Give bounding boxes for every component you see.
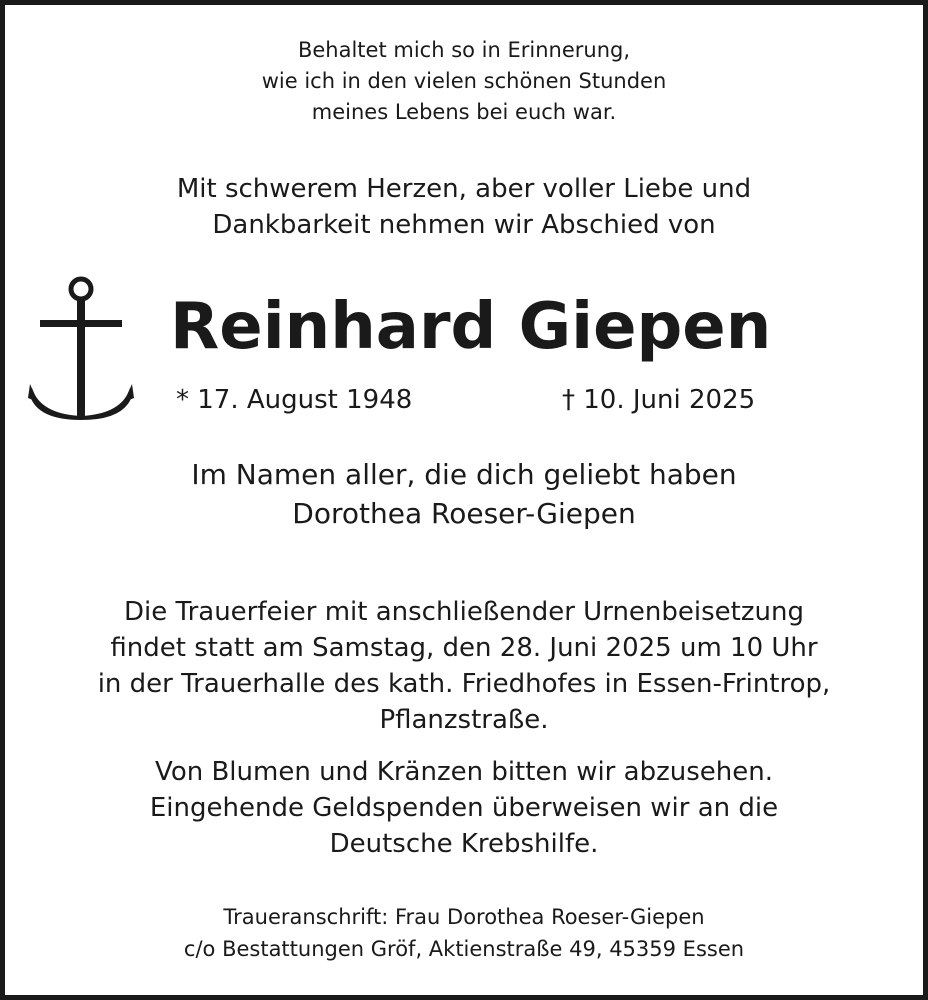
intro-line-1: Mit schwerem Herzen, aber voller Liebe und [176, 174, 752, 204]
motto-line-3: meines Lebens bei euch war. [311, 100, 617, 124]
deceased-name: Reinhard Giepen [170, 290, 772, 364]
anchor-icon [28, 276, 134, 420]
death-date: † 10. Juni 2025 [562, 385, 756, 415]
ceremony-line-3: in der Trauerhalle des kath. Friedhofes in Essen-Frintrop, [97, 669, 831, 699]
address-line-1: Traueranschrift: Frau Dorothea Roeser-Giepen [223, 905, 705, 929]
birth-date: * 17. August 1948 [176, 385, 413, 415]
ceremony-line-4: Pflanzstraße. [379, 705, 549, 735]
motto-line-1: Behaltet mich so in Erinnerung, [297, 38, 631, 62]
donations-line-3: Deutsche Krebshilfe. [329, 829, 599, 859]
donations-line-2: Eingehende Geldspenden überweisen wir an die [149, 793, 779, 823]
motto-line-2: wie ich in den vielen schönen Stunden [261, 69, 667, 93]
ceremony-line-1: Die Trauerfeier mit anschließender Urnenbeisetzung [124, 597, 804, 627]
address-line-2: c/o Bestattungen Gröf, Aktienstraße 49, 45359 Essen [183, 937, 745, 961]
intro-line-2: Dankbarkeit nehmen wir Abschied von [212, 210, 716, 240]
family-line-1: Im Namen aller, die dich geliebt haben [191, 458, 737, 491]
family-line-2: Dorothea Roeser-Giepen [292, 497, 636, 530]
ceremony-line-2: findet statt am Samstag, den 28. Juni 2025 um 10 Uhr [110, 633, 818, 663]
donations-line-1: Von Blumen und Kränzen bitten wir abzusehen. [155, 757, 773, 787]
